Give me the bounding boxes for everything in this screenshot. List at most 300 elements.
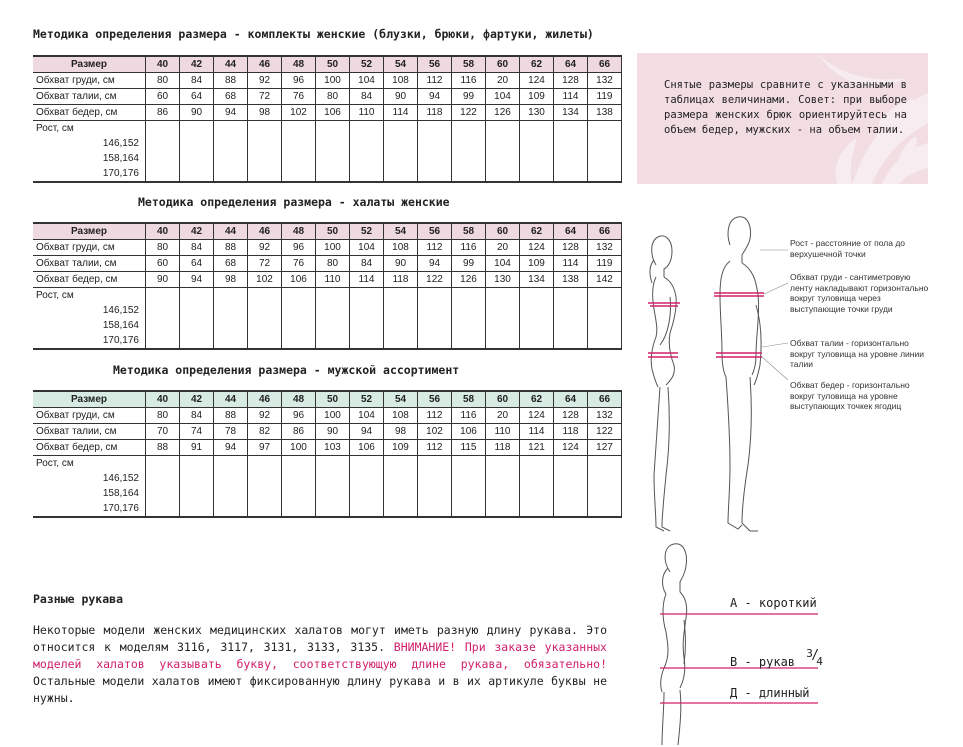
empty-cell <box>588 456 622 472</box>
empty-cell <box>282 166 316 182</box>
empty-cell <box>486 288 520 304</box>
label-waist: Обхват талии - горизонтально вокруг туловища на уровне линии талии <box>790 338 924 369</box>
table-cell: 76 <box>282 89 316 105</box>
label-hips: Обхват бедер - горизонтально вокруг туловища на уровне выступающих точкек ягодиц <box>790 380 910 411</box>
empty-cell <box>180 136 214 151</box>
label-chest: Обхват груди - сантиметровую ленту накладывают горизонтально вокруг туловища через выступающие точки груди <box>790 272 929 314</box>
empty-cell <box>384 486 418 501</box>
empty-cell <box>520 303 554 318</box>
table-cell: 90 <box>316 424 350 440</box>
table-cell: 96 <box>282 240 316 256</box>
table-cell: 80 <box>146 408 180 424</box>
height-label-row <box>33 456 622 472</box>
table-row <box>33 256 622 272</box>
table-cell: 109 <box>520 256 554 272</box>
row-label: Обхват груди, см <box>33 408 146 424</box>
empty-cell <box>146 288 180 304</box>
size-header-cell: 44 <box>214 391 248 408</box>
size-header-cell: 48 <box>282 391 316 408</box>
empty-cell <box>214 136 248 151</box>
table-cell: 118 <box>486 440 520 456</box>
table-cell: 124 <box>520 408 554 424</box>
empty-cell <box>554 166 588 182</box>
table-cell: 92 <box>248 240 282 256</box>
empty-cell <box>418 288 452 304</box>
height-value: 158,164 <box>33 486 146 501</box>
empty-cell <box>180 486 214 501</box>
table-cell: 134 <box>520 272 554 288</box>
table-cell: 90 <box>180 105 214 121</box>
table-cell: 70 <box>146 424 180 440</box>
size-header-cell: 56 <box>418 391 452 408</box>
empty-cell <box>452 166 486 182</box>
height-row <box>33 333 622 349</box>
table-header-row <box>33 391 622 408</box>
empty-cell <box>384 121 418 137</box>
size-header-cell: 60 <box>486 56 520 73</box>
table-cell: 96 <box>282 73 316 89</box>
empty-cell <box>180 318 214 333</box>
sleeve-label-b: В - рукав 3 / 4 <box>730 647 823 669</box>
height-value: 170,176 <box>33 333 146 349</box>
sleeve-label-a: А - короткий <box>730 596 817 610</box>
empty-cell <box>214 288 248 304</box>
row-label: Обхват бедер, см <box>33 440 146 456</box>
size-header-cell: 42 <box>180 56 214 73</box>
empty-cell <box>384 471 418 486</box>
size-header-cell: 60 <box>486 391 520 408</box>
height-label-row <box>33 121 622 137</box>
table-cell: 130 <box>486 272 520 288</box>
empty-cell <box>452 136 486 151</box>
empty-cell <box>350 166 384 182</box>
table-cell: 108 <box>384 408 418 424</box>
empty-cell <box>180 333 214 349</box>
table-cell: 99 <box>452 89 486 105</box>
empty-cell <box>554 333 588 349</box>
empty-cell <box>486 303 520 318</box>
empty-cell <box>452 288 486 304</box>
sleeve-label-d: Д - длинный <box>730 686 810 700</box>
empty-cell <box>486 166 520 182</box>
table-cell: 90 <box>146 272 180 288</box>
empty-cell <box>146 166 180 182</box>
size-header-cell: 60 <box>486 223 520 240</box>
size-header-cell: 52 <box>350 391 384 408</box>
size-header-cell: 40 <box>146 223 180 240</box>
size-header-cell: 44 <box>214 56 248 73</box>
table-cell: 60 <box>146 256 180 272</box>
fraction-three-quarters: 3 / 4 <box>806 647 823 668</box>
empty-cell <box>350 318 384 333</box>
table-cell: 98 <box>214 272 248 288</box>
size-header-cell: 46 <box>248 391 282 408</box>
empty-cell <box>554 121 588 137</box>
table-cell: 88 <box>214 73 248 89</box>
table-cell: 100 <box>316 408 350 424</box>
section-title-women-robes: Методика определения размера - халаты женские <box>138 195 450 209</box>
table-cell: 82 <box>248 424 282 440</box>
size-table-men <box>33 390 622 518</box>
table-cell: 60 <box>146 89 180 105</box>
note-box <box>637 53 928 184</box>
table-cell: 128 <box>554 240 588 256</box>
empty-cell <box>316 318 350 333</box>
empty-cell <box>316 456 350 472</box>
empty-cell <box>248 318 282 333</box>
table-cell: 118 <box>418 105 452 121</box>
empty-cell <box>588 471 622 486</box>
table-cell: 128 <box>554 408 588 424</box>
size-header-cell: 54 <box>384 391 418 408</box>
size-header-cell: 66 <box>588 56 622 73</box>
height-row <box>33 136 622 151</box>
empty-cell <box>486 318 520 333</box>
table-cell: 110 <box>316 272 350 288</box>
table-cell: 94 <box>418 89 452 105</box>
table-cell: 86 <box>146 105 180 121</box>
empty-cell <box>520 166 554 182</box>
empty-cell <box>554 288 588 304</box>
table-cell: 84 <box>350 256 384 272</box>
table-cell: 104 <box>350 240 384 256</box>
table-cell: 112 <box>418 240 452 256</box>
empty-cell <box>350 501 384 517</box>
empty-cell <box>350 333 384 349</box>
height-row <box>33 318 622 333</box>
empty-cell <box>146 486 180 501</box>
table-cell: 88 <box>146 440 180 456</box>
size-header-cell: 50 <box>316 391 350 408</box>
table-cell: 100 <box>316 73 350 89</box>
table-cell: 122 <box>418 272 452 288</box>
empty-cell <box>282 333 316 349</box>
size-header-cell: 42 <box>180 223 214 240</box>
table-cell: 119 <box>588 256 622 272</box>
size-header-cell: 56 <box>418 223 452 240</box>
table-cell: 98 <box>384 424 418 440</box>
empty-cell <box>146 303 180 318</box>
table-cell: 132 <box>588 240 622 256</box>
empty-cell <box>452 151 486 166</box>
empty-cell <box>248 151 282 166</box>
table-cell: 80 <box>316 89 350 105</box>
empty-cell <box>248 471 282 486</box>
table-cell: 86 <box>282 424 316 440</box>
table-cell: 94 <box>214 105 248 121</box>
table-cell: 80 <box>316 256 350 272</box>
table-cell: 64 <box>180 256 214 272</box>
table-cell: 84 <box>180 73 214 89</box>
table-cell: 122 <box>452 105 486 121</box>
empty-cell <box>554 471 588 486</box>
table-cell: 124 <box>520 73 554 89</box>
table-cell: 84 <box>180 408 214 424</box>
empty-cell <box>384 501 418 517</box>
table-cell: 72 <box>248 256 282 272</box>
size-header-cell: 48 <box>282 56 316 73</box>
empty-cell <box>588 333 622 349</box>
empty-cell <box>418 151 452 166</box>
empty-cell <box>554 136 588 151</box>
table-cell: 94 <box>214 440 248 456</box>
height-row <box>33 303 622 318</box>
empty-cell <box>452 333 486 349</box>
table-cell: 130 <box>520 105 554 121</box>
table-row <box>33 408 622 424</box>
empty-cell <box>520 456 554 472</box>
empty-cell <box>180 456 214 472</box>
empty-cell <box>214 501 248 517</box>
empty-cell <box>452 486 486 501</box>
empty-cell <box>146 318 180 333</box>
empty-cell <box>384 333 418 349</box>
empty-cell <box>520 501 554 517</box>
empty-cell <box>350 486 384 501</box>
size-header-cell: 40 <box>146 56 180 73</box>
empty-cell <box>350 288 384 304</box>
table-cell: 94 <box>180 272 214 288</box>
table-cell: 114 <box>554 256 588 272</box>
table-cell: 126 <box>452 272 486 288</box>
size-header-cell: 54 <box>384 223 418 240</box>
size-header-cell: 58 <box>452 391 486 408</box>
empty-cell <box>418 501 452 517</box>
size-header-cell: 40 <box>146 391 180 408</box>
table-cell: 68 <box>214 89 248 105</box>
sleeves-warning: ВНИМАНИЕ! При заказе указанных моделей халатов указывать букву, соответствующую длине рукава, обязательно! <box>33 640 607 671</box>
table-cell: 112 <box>418 73 452 89</box>
table-cell: 94 <box>418 256 452 272</box>
table-cell: 90 <box>384 89 418 105</box>
table-cell: 76 <box>282 256 316 272</box>
height-row <box>33 471 622 486</box>
sleeves-description: Некоторые модели женских медицинских халатов могут иметь разную длину рукава. Это относится к моделям 3116, 3117, 3131, 3133, 3135. ВНИМАНИЕ! При заказе указанных моделей халатов указывать букву, соответствующую длине рукава, обязательно! Остальные модели халатов имеют фиксированную длину рукава и в их артикуле буквы не нужны. <box>33 623 607 705</box>
sleeve-woman-head-icon <box>665 544 686 592</box>
empty-cell <box>588 303 622 318</box>
empty-cell <box>554 151 588 166</box>
table-row <box>33 424 622 440</box>
table-cell: 104 <box>350 73 384 89</box>
empty-cell <box>214 333 248 349</box>
table-cell: 78 <box>214 424 248 440</box>
size-header-cell: 50 <box>316 223 350 240</box>
table-cell: 112 <box>418 440 452 456</box>
empty-cell <box>384 318 418 333</box>
table-cell: 127 <box>588 440 622 456</box>
table-cell: 115 <box>452 440 486 456</box>
empty-cell <box>418 471 452 486</box>
empty-cell <box>486 486 520 501</box>
empty-cell <box>214 486 248 501</box>
size-header-cell: 64 <box>554 56 588 73</box>
table-cell: 106 <box>452 424 486 440</box>
table-cell: 92 <box>248 408 282 424</box>
empty-cell <box>282 318 316 333</box>
size-header-cell: 54 <box>384 56 418 73</box>
empty-cell <box>384 166 418 182</box>
empty-cell <box>418 121 452 137</box>
size-table-women-sets <box>33 55 622 183</box>
header-label: Размер <box>33 56 146 73</box>
table-cell: 94 <box>350 424 384 440</box>
empty-cell <box>486 151 520 166</box>
size-header-cell: 44 <box>214 223 248 240</box>
empty-cell <box>418 166 452 182</box>
empty-cell <box>520 121 554 137</box>
table-cell: 102 <box>248 272 282 288</box>
empty-cell <box>520 136 554 151</box>
empty-cell <box>316 288 350 304</box>
table-cell: 91 <box>180 440 214 456</box>
empty-cell <box>316 121 350 137</box>
height-value: 146,152 <box>33 471 146 486</box>
size-header-cell: 42 <box>180 391 214 408</box>
empty-cell <box>588 151 622 166</box>
table-cell: 102 <box>418 424 452 440</box>
empty-cell <box>588 486 622 501</box>
empty-cell <box>316 166 350 182</box>
empty-cell <box>384 151 418 166</box>
empty-cell <box>282 501 316 517</box>
empty-cell <box>214 121 248 137</box>
row-label: Обхват бедер, см <box>33 272 146 288</box>
sleeves-title: Разные рукава <box>33 592 124 606</box>
empty-cell <box>520 318 554 333</box>
empty-cell <box>520 486 554 501</box>
empty-cell <box>350 136 384 151</box>
empty-cell <box>248 288 282 304</box>
table-cell: 118 <box>554 424 588 440</box>
size-header-cell: 58 <box>452 223 486 240</box>
empty-cell <box>214 456 248 472</box>
height-value: 170,176 <box>33 166 146 182</box>
empty-cell <box>316 136 350 151</box>
empty-cell <box>452 121 486 137</box>
table-cell: 88 <box>214 408 248 424</box>
empty-cell <box>180 121 214 137</box>
empty-cell <box>316 151 350 166</box>
table-cell: 20 <box>486 240 520 256</box>
table-cell: 138 <box>588 105 622 121</box>
empty-cell <box>554 318 588 333</box>
table-cell: 97 <box>248 440 282 456</box>
empty-cell <box>418 136 452 151</box>
empty-cell <box>146 501 180 517</box>
empty-cell <box>282 288 316 304</box>
table-row <box>33 440 622 456</box>
size-header-cell: 46 <box>248 56 282 73</box>
header-label: Размер <box>33 223 146 240</box>
height-value: 158,164 <box>33 318 146 333</box>
table-cell: 121 <box>520 440 554 456</box>
empty-cell <box>486 136 520 151</box>
size-header-cell: 56 <box>418 56 452 73</box>
table-cell: 106 <box>282 272 316 288</box>
table-cell: 114 <box>350 272 384 288</box>
empty-cell <box>452 471 486 486</box>
empty-cell <box>350 151 384 166</box>
empty-cell <box>214 166 248 182</box>
empty-cell <box>248 121 282 137</box>
empty-cell <box>146 136 180 151</box>
table-cell: 134 <box>554 105 588 121</box>
table-cell: 80 <box>146 73 180 89</box>
table-cell: 64 <box>180 89 214 105</box>
height-value: 146,152 <box>33 136 146 151</box>
empty-cell <box>486 456 520 472</box>
height-row <box>33 166 622 182</box>
table-cell: 109 <box>384 440 418 456</box>
table-row <box>33 105 622 121</box>
empty-cell <box>248 166 282 182</box>
empty-cell <box>248 486 282 501</box>
empty-cell <box>146 121 180 137</box>
section-title-women-sets: Методика определения размера - комплекты женские (блузки, брюки, фартуки, жилеты) <box>33 27 594 41</box>
table-cell: 20 <box>486 73 520 89</box>
empty-cell <box>146 456 180 472</box>
man-head-icon <box>728 217 750 263</box>
empty-cell <box>384 303 418 318</box>
empty-cell <box>146 471 180 486</box>
empty-cell <box>248 333 282 349</box>
empty-cell <box>554 501 588 517</box>
table-cell: 98 <box>248 105 282 121</box>
empty-cell <box>282 303 316 318</box>
empty-cell <box>248 303 282 318</box>
table-header-row <box>33 56 622 73</box>
empty-cell <box>316 486 350 501</box>
empty-cell <box>486 471 520 486</box>
table-cell: 109 <box>520 89 554 105</box>
table-cell: 104 <box>486 89 520 105</box>
table-cell: 100 <box>316 240 350 256</box>
table-cell: 128 <box>554 73 588 89</box>
table-cell: 106 <box>316 105 350 121</box>
table-cell: 103 <box>316 440 350 456</box>
empty-cell <box>282 151 316 166</box>
empty-cell <box>350 121 384 137</box>
sleeve-length-figure <box>640 540 820 745</box>
body-measurement-figures <box>630 205 790 540</box>
empty-cell <box>452 303 486 318</box>
table-cell: 119 <box>588 89 622 105</box>
height-value: 146,152 <box>33 303 146 318</box>
table-cell: 110 <box>350 105 384 121</box>
table-cell: 116 <box>452 73 486 89</box>
empty-cell <box>248 456 282 472</box>
empty-cell <box>248 501 282 517</box>
empty-cell <box>554 456 588 472</box>
empty-cell <box>384 136 418 151</box>
table-cell: 96 <box>282 408 316 424</box>
table-row <box>33 272 622 288</box>
empty-cell <box>180 471 214 486</box>
size-table-women-robes <box>33 222 622 350</box>
table-cell: 74 <box>180 424 214 440</box>
height-label: Рост, см <box>33 456 146 472</box>
empty-cell <box>452 501 486 517</box>
size-header-cell: 66 <box>588 223 622 240</box>
table-cell: 114 <box>520 424 554 440</box>
height-value: 170,176 <box>33 501 146 517</box>
table-header-row <box>33 223 622 240</box>
table-cell: 124 <box>520 240 554 256</box>
woman-head-icon <box>652 236 672 277</box>
empty-cell <box>282 471 316 486</box>
empty-cell <box>146 333 180 349</box>
empty-cell <box>214 151 248 166</box>
